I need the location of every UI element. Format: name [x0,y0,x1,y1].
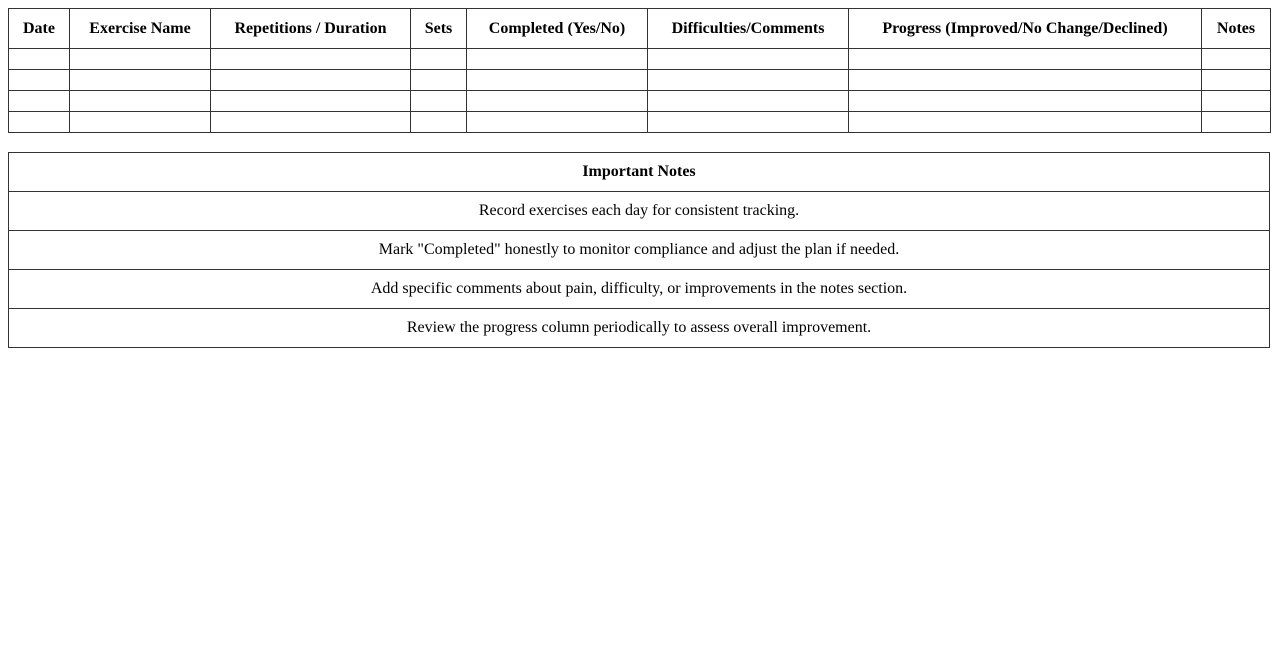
cell-exercise-name[interactable] [70,70,211,91]
cell-completed[interactable] [467,91,648,112]
cell-notes[interactable] [1202,112,1271,133]
cell-progress[interactable] [849,112,1202,133]
cell-repetitions-duration[interactable] [211,91,411,112]
column-header-repetitions-duration: Repetitions / Duration [211,9,411,49]
notes-header-row [9,153,1270,192]
cell-difficulties-comments[interactable] [648,112,849,133]
table-row [9,91,1271,112]
note-item: Review the progress column periodically to assess overall improvement. [9,309,1270,348]
cell-difficulties-comments[interactable] [648,91,849,112]
cell-progress[interactable] [849,91,1202,112]
note-row [9,192,1270,231]
note-item: Record exercises each day for consistent tracking. [9,192,1270,231]
note-item: Mark "Completed" honestly to monitor compliance and adjust the plan if needed. [9,231,1270,270]
column-header-date: Date [9,9,70,49]
cell-exercise-name[interactable] [70,112,211,133]
cell-sets[interactable] [411,91,467,112]
cell-repetitions-duration[interactable] [211,70,411,91]
column-header-notes: Notes [1202,9,1271,49]
cell-exercise-name[interactable] [70,49,211,70]
cell-completed[interactable] [467,112,648,133]
cell-notes[interactable] [1202,91,1271,112]
cell-exercise-name[interactable] [70,91,211,112]
cell-sets[interactable] [411,112,467,133]
note-row [9,309,1270,348]
cell-repetitions-duration[interactable] [211,49,411,70]
cell-date[interactable] [9,70,70,91]
note-item: Add specific comments about pain, difficulty, or improvements in the notes section. [9,270,1270,309]
column-header-difficulties-comments: Difficulties/Comments [648,9,849,49]
note-row [9,270,1270,309]
cell-notes[interactable] [1202,70,1271,91]
cell-repetitions-duration[interactable] [211,112,411,133]
cell-difficulties-comments[interactable] [648,70,849,91]
cell-notes[interactable] [1202,49,1271,70]
column-header-sets: Sets [411,9,467,49]
cell-sets[interactable] [411,49,467,70]
cell-completed[interactable] [467,49,648,70]
important-notes-table [8,152,1270,348]
column-header-exercise-name: Exercise Name [70,9,211,49]
cell-date[interactable] [9,91,70,112]
cell-date[interactable] [9,49,70,70]
column-header-progress: Progress (Improved/No Change/Declined) [849,9,1202,49]
cell-progress[interactable] [849,49,1202,70]
notes-title: Important Notes [9,153,1270,192]
cell-date[interactable] [9,112,70,133]
cell-progress[interactable] [849,70,1202,91]
exercise-tracker-table [8,8,1271,133]
table-header-row [9,9,1271,49]
table-row [9,70,1271,91]
cell-completed[interactable] [467,70,648,91]
column-header-completed: Completed (Yes/No) [467,9,648,49]
table-row [9,112,1271,133]
table-row [9,49,1271,70]
cell-difficulties-comments[interactable] [648,49,849,70]
note-row [9,231,1270,270]
cell-sets[interactable] [411,70,467,91]
